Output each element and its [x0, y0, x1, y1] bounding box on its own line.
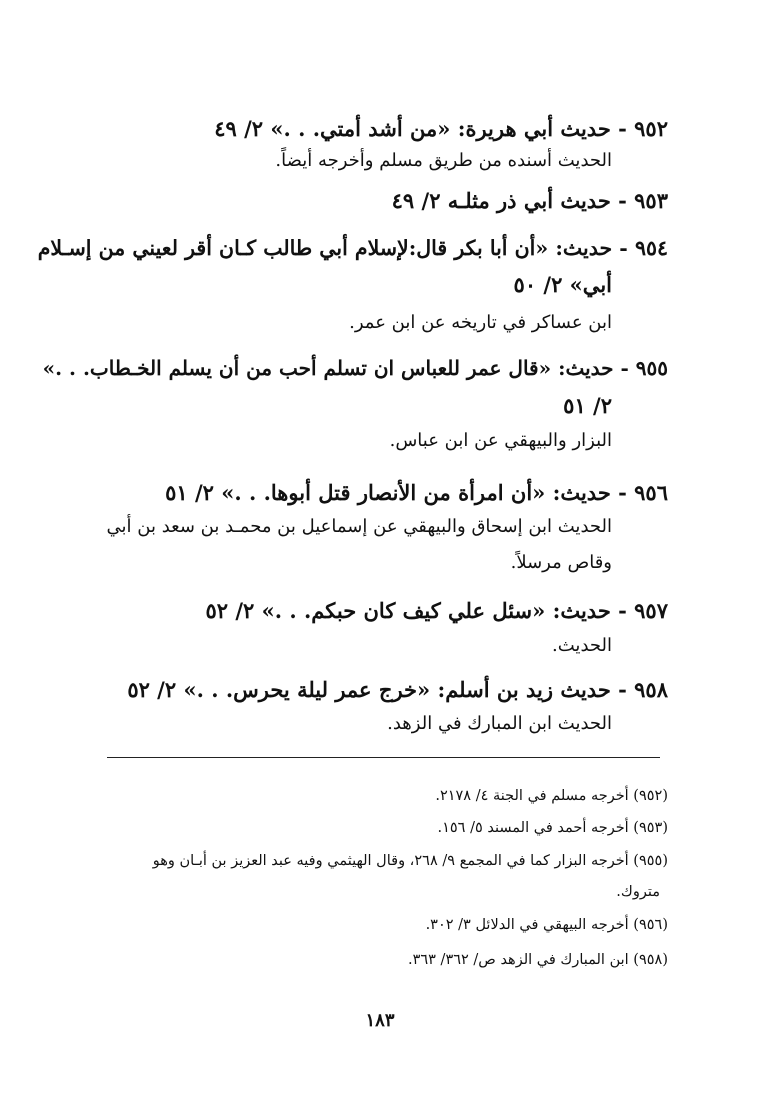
- entry-955-heading-cont: ٢/ ٥١: [563, 393, 612, 418]
- entry-954-note: ابن عساكر في تاريخه عن ابن عمر.: [349, 312, 612, 333]
- entry-958-note: الحديث ابن المبارك في الزهد.: [387, 713, 612, 734]
- entry-number: ٩٥٦: [634, 480, 668, 505]
- entry-955-heading: [43, 356, 668, 380]
- entry-heading-text: - حديث: «قال عمر للعباس ان تسلم أحب من أن يسلم الخـطاب. . .»: [42, 356, 629, 380]
- page-number: ١٨٣: [365, 1010, 395, 1031]
- entry-952-heading: [214, 116, 668, 141]
- entry-956-note-line-2: وقاص مرسلاً.: [510, 552, 612, 573]
- entry-952-note: الحديث أسنده من طريق مسلم وأخرجه أيضاً.: [275, 150, 612, 171]
- entry-number: ٩٥٥: [635, 356, 668, 380]
- entry-number: ٩٥٨: [634, 677, 668, 702]
- entry-955-note: البزار والبيهقي عن ابن عباس.: [389, 430, 612, 451]
- footnote-952: (٩٥٢) أخرجه مسلم في الجنة ٤/ ٢١٧٨.: [435, 788, 668, 804]
- entry-958-heading: [127, 677, 668, 702]
- entry-953-heading: [392, 188, 668, 213]
- entry-heading-text: - حديث أبي هريرة: «من أشد أمتي. . .» ٢/ ٤٩: [214, 116, 627, 141]
- entry-number: ٩٥٤: [634, 236, 668, 260]
- entry-957-heading: [205, 598, 668, 623]
- entry-heading-text: - حديث: «سئل علي كيف كان حبكم. . .» ٢/ ٥٢: [205, 598, 627, 623]
- footnote-953: (٩٥٣) أخرجه أحمد في المسند ٥/ ١٥٦.: [437, 820, 668, 836]
- entry-number: ٩٥٢: [634, 116, 668, 141]
- footnote-955-cont: متروك.: [616, 884, 660, 900]
- footnote-divider: [107, 757, 660, 758]
- footnote-958: (٩٥٨) ابن المبارك في الزهد ص/ ٣٦٢/ ٣٦٣.: [407, 952, 668, 968]
- entry-heading-text: - حديث: «أن امرأة من الأنصار قتل أبوها. . .» ٢/ ٥١: [165, 480, 627, 505]
- entry-heading-text: - حديث أبي ذر مثلـه ٢/ ٤٩: [391, 188, 627, 213]
- entry-956-heading: [165, 480, 668, 505]
- footnote-955: (٩٥٥) أخرجه البزار كما في المجمع ٩/ ٢٦٨، وقال الهيثمي وفيه عبد العزيز بن أبـان وهو: [152, 853, 668, 869]
- entry-heading-text: - حديث زيد بن أسلم: «خرج عمر ليلة يحرس. . .» ٢/ ٥٢: [127, 677, 627, 702]
- entry-number: ٩٥٣: [634, 188, 668, 213]
- entry-heading-text: - حديث: «أن أبا بكر قال:لإسلام أبي طالب كـان أقر لعيني من إسـلام: [37, 236, 628, 260]
- entry-957-note: الحديث.: [552, 635, 612, 656]
- entry-956-note-line-1: الحديث ابن إسحاق والبيهقي عن إسماعيل بن محمـد بن سعد بن أبي: [106, 516, 612, 537]
- entry-number: ٩٥٧: [634, 598, 668, 623]
- entry-954-heading: [38, 236, 668, 260]
- entry-954-heading-cont: أبي» ٢/ ٥٠: [513, 272, 612, 297]
- footnote-956: (٩٥٦) أخرجه البيهقي في الدلائل ٣/ ٣٠٢.: [425, 917, 668, 933]
